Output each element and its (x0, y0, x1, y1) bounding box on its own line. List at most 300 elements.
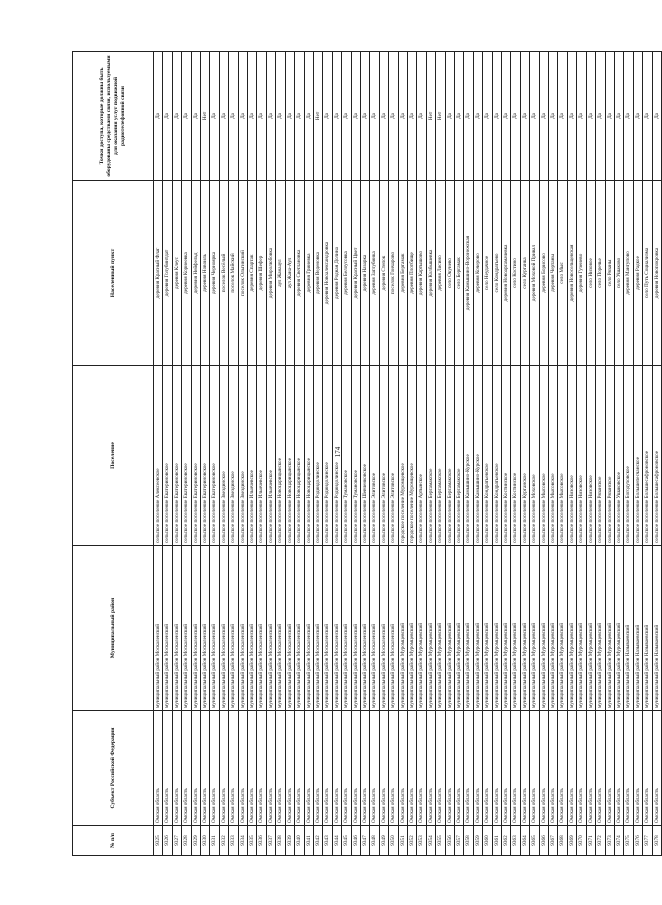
cell-number: 9329 (191, 826, 200, 856)
table-row (455, 52, 464, 856)
cell-locality: поселок Ольгинский (238, 181, 247, 366)
header-locality: Населенный пункт (73, 181, 154, 366)
table-row (614, 52, 623, 856)
cell-number: 9346 (351, 826, 360, 856)
cell-district: муниципальный район Москаленский (201, 546, 210, 711)
cell-number: 9348 (370, 826, 379, 856)
cell-district: муниципальный район Муромцевский (520, 546, 529, 711)
cell-locality: деревня Родная Долина (332, 181, 341, 366)
cell-locality: деревня Кочерово (473, 181, 482, 366)
cell-subject: Омская область (464, 711, 473, 826)
cell-subject: Омская область (417, 711, 426, 826)
page-frame (72, 52, 660, 856)
cell-settlement: сельское поселение Богодуховское (624, 366, 633, 546)
cell-number: 9340 (295, 826, 304, 856)
cell-locality: деревня Шефер (257, 181, 266, 366)
cell-subject: Омская область (624, 711, 633, 826)
cell-locality: поселок Майский (229, 181, 238, 366)
table-row (285, 52, 294, 856)
cell-district: муниципальный район Москаленский (295, 546, 304, 711)
cell-number: 9354 (426, 826, 435, 856)
table-row (313, 52, 322, 856)
cell-subject: Омская область (398, 711, 407, 826)
cell-access-point: Да (596, 52, 605, 181)
table-row (229, 52, 238, 856)
cell-subject: Омская область (313, 711, 322, 826)
cell-number: 9366 (539, 826, 548, 856)
cell-district: муниципальный район Муромцевский (492, 546, 501, 711)
cell-locality: деревня Гузенево (577, 181, 586, 366)
cell-number: 9332 (219, 826, 228, 856)
cell-subject: Омская область (191, 711, 200, 826)
cell-locality: деревня Новопокровка (652, 181, 661, 366)
cell-number: 9335 (248, 826, 257, 856)
cell-settlement: сельское поселение Курганское (520, 366, 529, 546)
cell-subject: Омская область (633, 711, 642, 826)
cell-locality: село Поречье (596, 181, 605, 366)
table-row (539, 52, 548, 856)
cell-subject: Омская область (530, 711, 539, 826)
table-row (257, 52, 266, 856)
cell-number: 9334 (238, 826, 247, 856)
cell-locality: деревня Камышино-Воронежская (464, 181, 473, 366)
table-row (266, 52, 275, 856)
cell-access-point: Нет (436, 52, 445, 181)
table-row (201, 52, 210, 856)
cell-number: 9373 (605, 826, 614, 856)
cell-settlement: сельское поселение Тумановское (342, 366, 351, 546)
cell-locality: поселок Весёлый (219, 181, 228, 366)
cell-access-point: Нет (201, 52, 210, 181)
cell-settlement: сельское поселение Бергамакское (445, 366, 454, 546)
rotated-table-wrapper (72, 52, 660, 856)
cell-district: муниципальный район Москаленский (313, 546, 322, 711)
table-row (379, 52, 388, 856)
cell-locality: деревня Новоаргамачевка (502, 181, 511, 366)
cell-subject: Омская область (285, 711, 294, 826)
cell-locality: деревня Лисино (436, 181, 445, 366)
cell-access-point: Да (370, 52, 379, 181)
cell-access-point: Да (210, 52, 219, 181)
cell-district: муниципальный район Муромцевский (455, 546, 464, 711)
page-number: 174 (334, 446, 342, 458)
header-subject: Субъект Российской Федерации (73, 711, 154, 826)
cell-locality: село Ушаково (614, 181, 623, 366)
table-row (172, 52, 181, 856)
cell-access-point: Да (323, 52, 332, 181)
table-row (530, 52, 539, 856)
table-row (191, 52, 200, 856)
table-row (219, 52, 228, 856)
cell-access-point: Да (539, 52, 548, 181)
cell-subject: Омская область (238, 711, 247, 826)
cell-district: муниципальный район Муромцевский (436, 546, 445, 711)
cell-locality: село Рязаны (605, 181, 614, 366)
cell-subject: Омская область (596, 711, 605, 826)
header-access-point: Точки доступа, которые должны быть оборудованы средствами связи, используемыми для оказания услуг подвижной радиотелефонной связи (73, 52, 154, 181)
cell-access-point: Да (511, 52, 520, 181)
cell-number: 9328 (182, 826, 191, 856)
cell-subject: Омская область (323, 711, 332, 826)
cell-settlement: сельское поселение Низовское (586, 366, 595, 546)
cell-settlement: сельское поселение Большесафроновское (652, 366, 661, 546)
cell-locality: деревня Новоиль (201, 181, 210, 366)
table-header-row (73, 52, 154, 856)
cell-district: муниципальный район Муромцевский (426, 546, 435, 711)
cell-locality: деревня Плотбище (407, 181, 416, 366)
cell-district: муниципальный район Называевский (643, 546, 652, 711)
cell-district: муниципальный район Муромцевский (596, 546, 605, 711)
cell-access-point: Да (257, 52, 266, 181)
cell-district: муниципальный район Москаленский (172, 546, 181, 711)
cell-subject: Омская область (605, 711, 614, 826)
cell-district: муниципальный район Муромцевский (567, 546, 576, 711)
cell-access-point: Да (191, 52, 200, 181)
cell-district: муниципальный район Москаленский (154, 546, 163, 711)
cell-number: 9371 (586, 826, 595, 856)
table-row (342, 52, 351, 856)
cell-settlement: сельское поселение Екатериновское (201, 366, 210, 546)
cell-number: 9372 (596, 826, 605, 856)
cell-subject: Омская область (389, 711, 398, 826)
cell-settlement: сельское поселение Камышино-Курское (473, 366, 482, 546)
cell-settlement: сельское поселение Кондратьевское (492, 366, 501, 546)
cell-district: муниципальный район Москаленский (248, 546, 257, 711)
cell-number: 9338 (276, 826, 285, 856)
cell-access-point: Нет (313, 52, 322, 181)
table-row (360, 52, 369, 856)
cell-locality: деревня Черноярка (210, 181, 219, 366)
cell-settlement: сельское поселение Екатериновское (182, 366, 191, 546)
cell-subject: Омская область (266, 711, 275, 826)
cell-locality: деревня Моховой Привал (530, 181, 539, 366)
cell-subject: Омская область (276, 711, 285, 826)
cell-subject: Омская область (407, 711, 416, 826)
cell-district: муниципальный район Муромцевский (549, 546, 558, 711)
cell-number: 9339 (285, 826, 294, 856)
cell-district: муниципальный район Муромцевский (483, 546, 492, 711)
cell-number: 9368 (558, 826, 567, 856)
table-row (417, 52, 426, 856)
cell-settlement: сельское поселение Ильичевское (257, 366, 266, 546)
cell-subject: Омская область (652, 711, 661, 826)
cell-district: муниципальный район Москаленский (389, 546, 398, 711)
cell-subject: Омская область (342, 711, 351, 826)
table-row (492, 52, 501, 856)
cell-settlement: сельское поселение Рязанское (596, 366, 605, 546)
cell-number: 9333 (229, 826, 238, 856)
cell-subject: Омская область (558, 711, 567, 826)
header-number: № п/п (73, 826, 154, 856)
cell-access-point: Да (276, 52, 285, 181)
cell-locality: село Путь Социализма (643, 181, 652, 366)
table-row (248, 52, 257, 856)
cell-settlement: сельское поселение Новоцарицынское (276, 366, 285, 546)
cell-number: 9364 (520, 826, 529, 856)
cell-number: 9325 (154, 826, 163, 856)
header-settlement: Поселение (73, 366, 154, 546)
cell-district: муниципальный район Называевский (624, 546, 633, 711)
cell-subject: Омская область (577, 711, 586, 826)
table-row (483, 52, 492, 856)
cell-subject: Омская область (473, 711, 482, 826)
cell-district: муниципальный район Москаленский (163, 546, 172, 711)
cell-access-point: Да (520, 52, 529, 181)
cell-number: 9370 (577, 826, 586, 856)
settlements-table (72, 51, 662, 856)
cell-access-point: Да (182, 52, 191, 181)
cell-settlement: сельское поселение Алексеевское (154, 366, 163, 546)
cell-district: муниципальный район Муромцевский (558, 546, 567, 711)
table-row (652, 52, 661, 856)
cell-access-point: Да (248, 52, 257, 181)
cell-settlement: сельское поселение Родиндолинское (313, 366, 322, 546)
cell-subject: Омская область (172, 711, 181, 826)
cell-access-point: Да (473, 52, 482, 181)
table-row (276, 52, 285, 856)
cell-settlement: сельское поселение Новоцарицынское (295, 366, 304, 546)
cell-access-point: Да (633, 52, 642, 181)
cell-district: муниципальный район Называевский (633, 546, 642, 711)
cell-district: муниципальный район Муромцевский (473, 546, 482, 711)
cell-access-point: Да (360, 52, 369, 181)
cell-locality: село Кондратьево (492, 181, 501, 366)
table-row (295, 52, 304, 856)
cell-access-point: Да (455, 52, 464, 181)
cell-district: муниципальный район Москаленский (182, 546, 191, 711)
table-row (643, 52, 652, 856)
cell-district: муниципальный район Муромцевский (586, 546, 595, 711)
cell-number: 9361 (492, 826, 501, 856)
cell-district: муниципальный район Москаленский (304, 546, 313, 711)
cell-settlement: сельское поселение Тумановское (351, 366, 360, 546)
cell-number: 9365 (530, 826, 539, 856)
cell-locality: село Окунево (445, 181, 454, 366)
cell-subject: Омская область (455, 711, 464, 826)
cell-number: 9349 (379, 826, 388, 856)
cell-access-point: Да (530, 52, 539, 181)
cell-number: 9336 (257, 826, 266, 856)
cell-district: муниципальный район Москаленский (370, 546, 379, 711)
table-row (586, 52, 595, 856)
cell-number: 9352 (407, 826, 416, 856)
cell-access-point: Да (577, 52, 586, 181)
table-row (596, 52, 605, 856)
cell-locality: деревня Картышово (417, 181, 426, 366)
cell-number: 9326 (163, 826, 172, 856)
cell-subject: Омская область (539, 711, 548, 826)
cell-number: 9359 (473, 826, 482, 856)
cell-number: 9351 (398, 826, 407, 856)
cell-district: муниципальный район Москаленский (323, 546, 332, 711)
table-row (605, 52, 614, 856)
cell-number: 9374 (614, 826, 623, 856)
cell-access-point: Да (567, 52, 576, 181)
cell-district: муниципальный район Москаленский (332, 546, 341, 711)
cell-district: муниципальный район Муромцевский (605, 546, 614, 711)
cell-access-point: Да (229, 52, 238, 181)
cell-access-point: Да (295, 52, 304, 181)
cell-locality: деревня Веденовка (313, 181, 322, 366)
cell-settlement: сельское поселение Бергамакское (455, 366, 464, 546)
cell-locality: деревня Назарка (360, 181, 369, 366)
cell-number: 9327 (172, 826, 181, 856)
cell-locality: деревня Красный Флаг (154, 181, 163, 366)
cell-locality: деревня Голубинтдат (163, 181, 172, 366)
cell-locality: деревня Степок (379, 181, 388, 366)
table-row (182, 52, 191, 856)
cell-settlement: городское поселение Муромцевское (398, 366, 407, 546)
cell-subject: Омская область (219, 711, 228, 826)
cell-subject: Омская область (182, 711, 191, 826)
cell-settlement: сельское поселение Екатериновское (172, 366, 181, 546)
table-row (238, 52, 247, 856)
cell-settlement: сельское поселение Моховское (530, 366, 539, 546)
cell-locality: деревня Светлановка (295, 181, 304, 366)
cell-access-point: Да (549, 52, 558, 181)
cell-settlement: сельское поселение Рязанское (605, 366, 614, 546)
cell-locality: село Бергамак (455, 181, 464, 366)
cell-subject: Омская область (351, 711, 360, 826)
cell-subject: Омская область (586, 711, 595, 826)
cell-access-point: Да (285, 52, 294, 181)
cell-subject: Омская область (511, 711, 520, 826)
cell-district: муниципальный район Муромцевский (530, 546, 539, 711)
table-row (502, 52, 511, 856)
table-row (511, 52, 520, 856)
cell-settlement: сельское поселение Большепесчанское (633, 366, 642, 546)
table-row (473, 52, 482, 856)
cell-settlement: сельское поселение Звездинское (219, 366, 228, 546)
cell-access-point: Да (483, 52, 492, 181)
cell-district: муниципальный район Москаленский (351, 546, 360, 711)
cell-access-point: Да (398, 52, 407, 181)
cell-subject: Омская область (201, 711, 210, 826)
cell-district: муниципальный район Муромцевский (445, 546, 454, 711)
table-row (407, 52, 416, 856)
cell-settlement: сельское поселение Бергамакское (436, 366, 445, 546)
cell-access-point: Да (624, 52, 633, 181)
cell-settlement: сельское поселение Родиндолинское (323, 366, 332, 546)
cell-district: муниципальный район Москаленский (219, 546, 228, 711)
cell-access-point: Да (492, 52, 501, 181)
cell-number: 9345 (342, 826, 351, 856)
cell-district: муниципальный район Муромцевский (407, 546, 416, 711)
cell-locality: деревня Бергамак (398, 181, 407, 366)
cell-subject: Омская область (379, 711, 388, 826)
cell-settlement: сельское поселение Екатериновское (163, 366, 172, 546)
table-row (558, 52, 567, 856)
table-row (436, 52, 445, 856)
cell-locality: деревня Борисово (539, 181, 548, 366)
cell-subject: Омская область (549, 711, 558, 826)
cell-settlement: сельское поселение Екатериновское (210, 366, 219, 546)
table-row (351, 52, 360, 856)
cell-subject: Омская область (502, 711, 511, 826)
cell-district: муниципальный район Москаленский (257, 546, 266, 711)
cell-locality: деревня Красный Цвет (351, 181, 360, 366)
cell-access-point: Да (266, 52, 275, 181)
cell-access-point: Да (643, 52, 652, 181)
cell-access-point: Да (652, 52, 661, 181)
table-row (520, 52, 529, 856)
cell-access-point: Да (614, 52, 623, 181)
table-row (163, 52, 172, 856)
cell-access-point: Да (586, 52, 595, 181)
table-row (398, 52, 407, 856)
cell-district: муниципальный район Москаленский (379, 546, 388, 711)
cell-subject: Омская область (332, 711, 341, 826)
cell-number: 9355 (436, 826, 445, 856)
table-row (464, 52, 473, 856)
cell-locality: поселок Гончарово (389, 181, 398, 366)
cell-access-point: Да (558, 52, 567, 181)
cell-subject: Омская область (154, 711, 163, 826)
cell-access-point: Да (464, 52, 473, 181)
cell-settlement: городское поселение Муромцевское (407, 366, 416, 546)
cell-access-point: Да (163, 52, 172, 181)
cell-settlement: сельское поселение Элитовское (379, 366, 388, 546)
cell-number: 9330 (201, 826, 210, 856)
cell-settlement: сельское поселение Бергамакское (426, 366, 435, 546)
cell-district: муниципальный район Москаленский (342, 546, 351, 711)
cell-settlement: сельское поселение Новоцарицынское (285, 366, 294, 546)
cell-subject: Омская область (614, 711, 623, 826)
cell-settlement: сельское поселение Мысовское (549, 366, 558, 546)
cell-district: муниципальный район Муромцевский (502, 546, 511, 711)
cell-district: муниципальный район Муромцевский (539, 546, 548, 711)
cell-access-point: Да (351, 52, 360, 181)
cell-settlement: сельское поселение Шевченковское (360, 366, 369, 546)
cell-settlement: сельское поселение Мысовское (558, 366, 567, 546)
cell-subject: Омская область (483, 711, 492, 826)
cell-settlement: сельское поселение Ильичевское (266, 366, 275, 546)
cell-access-point: Да (238, 52, 247, 181)
cell-number: 9337 (266, 826, 275, 856)
cell-settlement: сельское поселение Камышино-Курское (464, 366, 473, 546)
cell-settlement: сельское поселение Низовское (567, 366, 576, 546)
cell-locality: деревня Миролюбовка (266, 181, 275, 366)
cell-district: муниципальный район Муромцевский (614, 546, 623, 711)
cell-locality: село Курганка (520, 181, 529, 366)
cell-settlement: сельское поселение Екатериновское (191, 366, 200, 546)
cell-locality: аул Жана-Аул (285, 181, 294, 366)
cell-access-point: Да (172, 52, 181, 181)
cell-locality: деревня Нейфельд (191, 181, 200, 366)
cell-district: муниципальный район Муромцевский (464, 546, 473, 711)
cell-district: муниципальный район Муромцевский (398, 546, 407, 711)
cell-subject: Омская область (436, 711, 445, 826)
cell-access-point: Да (605, 52, 614, 181)
cell-number: 9341 (304, 826, 313, 856)
cell-locality: деревня Колбышевка (426, 181, 435, 366)
cell-settlement: сельское поселение Большесафроновское (643, 366, 652, 546)
table-row (445, 52, 454, 856)
cell-locality: село Мыс (558, 181, 567, 366)
cell-subject: Омская область (370, 711, 379, 826)
cell-locality: деревня Мангупово (624, 181, 633, 366)
cell-number: 9350 (389, 826, 398, 856)
cell-subject: Омская область (304, 711, 313, 826)
table-row (323, 52, 332, 856)
cell-locality: село Низовое (586, 181, 595, 366)
cell-access-point: Да (304, 52, 313, 181)
cell-subject: Омская область (426, 711, 435, 826)
cell-number: 9342 (313, 826, 322, 856)
cell-locality: деревня Гриневка (304, 181, 313, 366)
table-row (389, 52, 398, 856)
cell-locality: деревня Заглубинка (370, 181, 379, 366)
